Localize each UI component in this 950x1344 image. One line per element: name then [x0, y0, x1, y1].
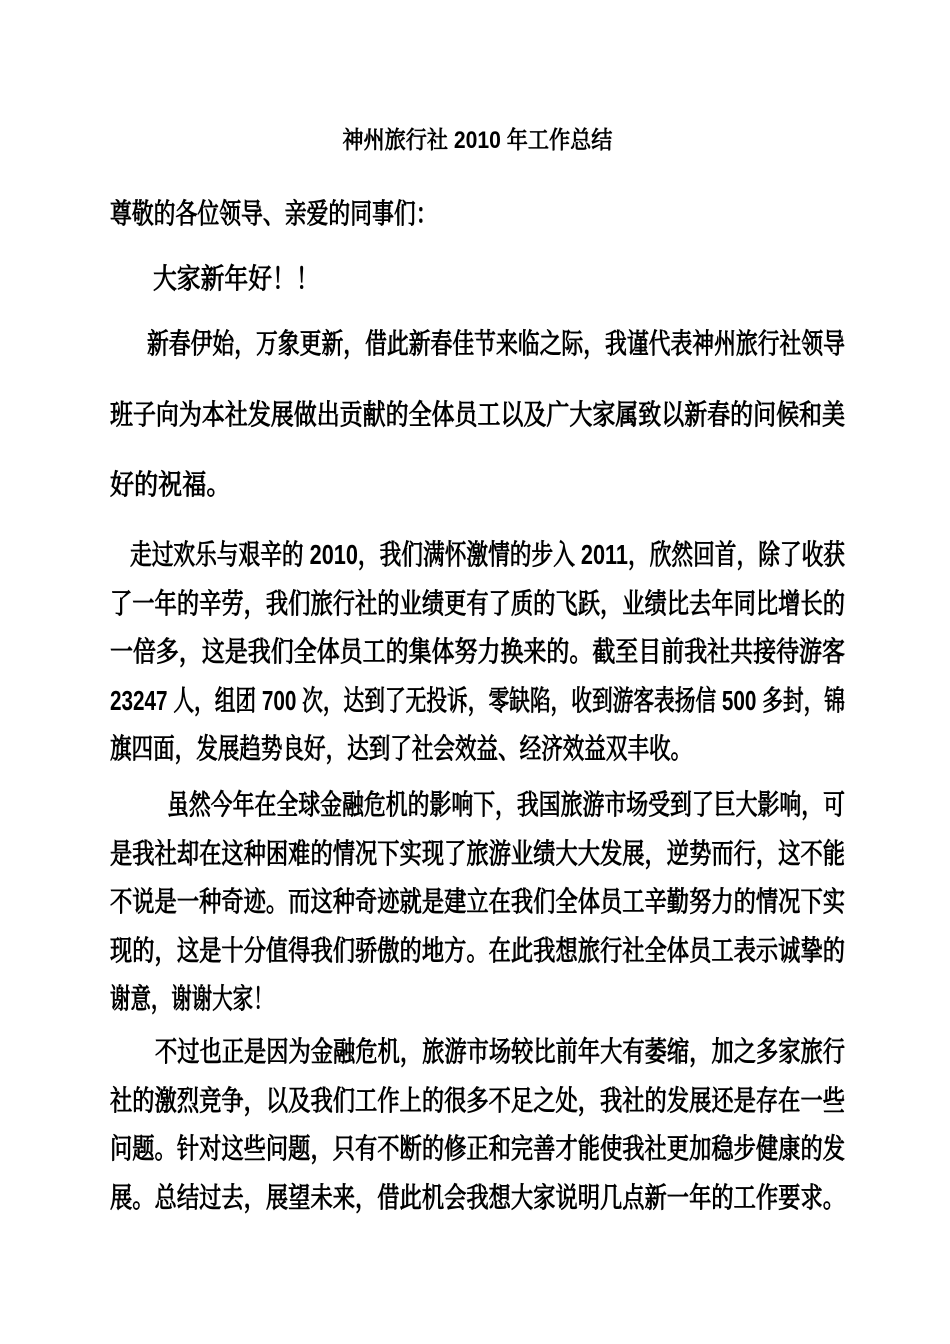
page-title — [110, 124, 845, 158]
text-line-content: 新春伊始，万象更新，借此新春佳节来临之际，我谨代表神州旅行社领导 — [147, 328, 845, 359]
text-line — [110, 975, 845, 1024]
text-line — [110, 1125, 845, 1174]
salutation-line — [110, 197, 845, 231]
text-line-content: 不过也正是因为金融危机，旅游市场较比前年大有萎缩，加之多家旅行 — [155, 1036, 845, 1067]
text-line-content: 旗四面，发展趋势良好，达到了社会效益、经济效益双丰收。 — [110, 733, 693, 764]
page-title-text: 神州旅行社 2010 年工作总结 — [342, 127, 613, 154]
paragraph-problems-outlook — [110, 1028, 845, 1222]
text-line — [110, 781, 845, 830]
text-line — [110, 580, 845, 629]
text-line — [110, 450, 845, 521]
text-line — [110, 531, 845, 580]
text-line — [110, 1174, 845, 1223]
text-line — [110, 628, 845, 677]
text-line — [110, 1028, 845, 1077]
text-line — [110, 830, 845, 879]
text-line — [110, 927, 845, 976]
text-line-content: 走过欢乐与艰辛的 2010，我们满怀激情的步入 2011，欣然回首，除了收获 — [130, 539, 845, 570]
paragraph-financial-crisis — [110, 781, 845, 1024]
paragraph-achievements — [110, 531, 845, 774]
text-line — [110, 380, 845, 451]
text-line — [110, 725, 845, 774]
text-line-content: 展。总结过去，展望未来，借此机会我想大家说明几点新一年的工作要求。 — [110, 1181, 845, 1213]
text-line-content: 了一年的辛劳，我们旅行社的业绩更有了质的飞跃，业绩比去年同比增长的 — [110, 587, 845, 619]
salutation-text: 尊敬的各位领导、亲爱的同事们： — [110, 198, 438, 229]
text-line-content: 一倍多，这是我们全体员工的集体努力换来的。截至目前我社共接待游客 — [110, 636, 845, 667]
paragraph-new-year-wishes — [110, 309, 845, 521]
text-line — [110, 309, 845, 380]
text-line-content: 好的祝福。 — [110, 469, 231, 500]
text-line-content: 虽然今年在全球金融危机的影响下，我国旅游市场受到了巨大影响，可 — [167, 789, 845, 820]
text-line — [110, 1077, 845, 1126]
text-line-content: 谢意，谢谢大家！ — [110, 983, 274, 1014]
text-line-content: 社的激烈竞争，以及我们工作上的很多不足之处，我社的发展还是存在一些 — [110, 1084, 845, 1116]
greeting-line — [110, 262, 845, 296]
text-line — [110, 677, 845, 726]
text-line-content: 是我社却在这种困难的情况下实现了旅游业绩大大发展，逆势而行，这不能 — [110, 837, 845, 869]
text-line-content: 23247 人，组团 700 次，达到了无投诉，零缺陷，收到游客表扬信 500 多封，锦 — [110, 684, 845, 716]
greeting-text: 大家新年好！！ — [153, 263, 320, 294]
text-line-content: 问题。针对这些问题，只有不断的修正和完善才能使我社更加稳步健康的发 — [110, 1133, 845, 1164]
text-line — [110, 878, 845, 927]
text-line-content: 班子向为本社发展做出贡献的全体员工以及广大家属致以新春的问候和美 — [110, 398, 845, 430]
text-line-content: 现的，这是十分值得我们骄傲的地方。在此我想旅行社全体员工表示诚挚的 — [110, 934, 845, 966]
text-line-content: 不说是一种奇迹。而这种奇迹就是建立在我们全体员工辛勤努力的情况下实 — [110, 886, 845, 917]
